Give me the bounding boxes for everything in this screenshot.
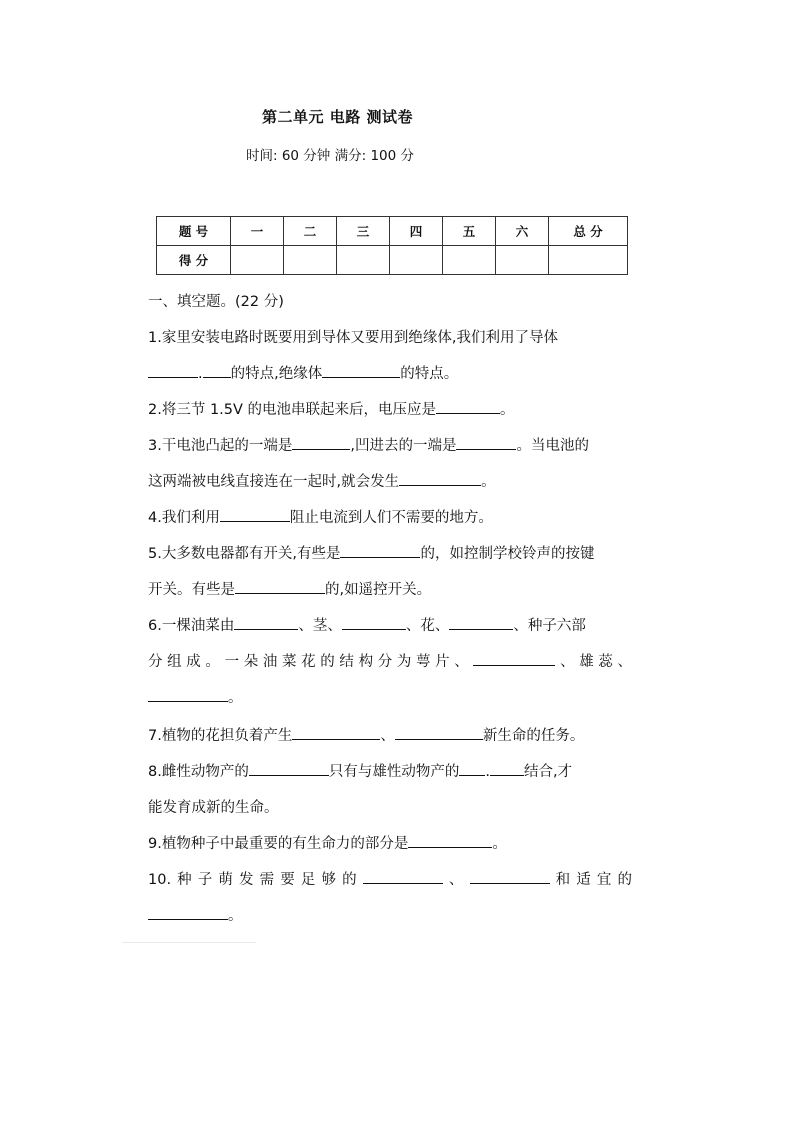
- question-text: 7.植物的花担负着产生: [148, 728, 293, 744]
- answer-blank[interactable]: [340, 541, 420, 558]
- section-heading: 一、填空题。(22 分): [148, 294, 284, 310]
- table-cell: 三: [337, 217, 390, 246]
- answer-blank[interactable]: [235, 577, 325, 594]
- answer-blank[interactable]: [490, 759, 524, 776]
- table-score-row: [157, 246, 628, 275]
- question-4: [148, 500, 632, 536]
- question-3: [148, 428, 632, 500]
- question-text: 阻止电流到人们不需要的地方。: [289, 510, 493, 526]
- answer-blank[interactable]: [148, 685, 228, 702]
- table-header-row: [157, 217, 628, 246]
- answer-blank[interactable]: [436, 397, 500, 414]
- answer-blank[interactable]: [249, 759, 329, 776]
- question-text: 4.我们利用: [148, 510, 220, 526]
- score-cell: [337, 246, 390, 275]
- question-text: 能发育成新的生命。: [148, 800, 279, 816]
- answer-blank[interactable]: [408, 831, 492, 848]
- question-10: [148, 862, 632, 934]
- question-line: [148, 680, 632, 716]
- question-text: 结合,才: [523, 764, 573, 780]
- question-text: 9.植物种子中最重要的有生命力的部分是: [148, 836, 409, 852]
- question-8: [148, 754, 632, 826]
- question-text: 分组成。一朵油菜花的结构分为萼片、: [148, 654, 474, 670]
- question-text: 。: [228, 908, 243, 924]
- question-text: 5.大多数电器都有开关,有些是: [148, 546, 341, 562]
- answer-blank[interactable]: [292, 723, 380, 740]
- table-cell: 五: [443, 217, 496, 246]
- table-cell: 得 分: [157, 246, 231, 275]
- question-text: 、种子六部: [513, 618, 586, 634]
- question-text: 。当电池的: [516, 438, 589, 454]
- answer-blank[interactable]: [395, 723, 483, 740]
- answer-blank[interactable]: [220, 505, 290, 522]
- question-text: 、: [380, 728, 395, 744]
- question-text: 的，如控制学校铃声的按键: [420, 546, 595, 562]
- question-text: 新生命的任务。: [482, 728, 585, 744]
- score-cell: [284, 246, 337, 275]
- question-text: 6.一棵油菜由: [148, 618, 235, 634]
- question-text: 、: [442, 872, 470, 888]
- question-text: 、茎、: [298, 618, 342, 634]
- question-text: 10.种子萌发需要足够的: [148, 872, 363, 888]
- question-text: 只有与雄性动物产的: [328, 764, 460, 780]
- question-text: 的特点。: [400, 366, 459, 382]
- question-text: .: [198, 366, 203, 382]
- question-5: [148, 536, 632, 608]
- question-line: [148, 898, 632, 934]
- footer-divider: [122, 942, 256, 943]
- answer-blank[interactable]: [456, 433, 516, 450]
- question-text: 。: [481, 474, 496, 490]
- question-text: 3.干电池凸起的一端是: [148, 438, 293, 454]
- answer-blank[interactable]: [203, 361, 231, 378]
- question-text: 这两端被电线直接连在一起时,就会发生: [148, 474, 400, 490]
- answer-blank[interactable]: [292, 433, 350, 450]
- table-cell: 总 分: [549, 217, 628, 246]
- question-text: ,凹进去的一端是: [350, 438, 457, 454]
- table-cell: 六: [496, 217, 549, 246]
- score-table: [156, 216, 628, 275]
- answer-blank[interactable]: [470, 867, 550, 884]
- answer-blank[interactable]: [234, 613, 298, 630]
- question-text: 、花、: [405, 618, 450, 634]
- table-cell: 一: [231, 217, 284, 246]
- question-text: 。: [228, 690, 243, 706]
- question-6: [148, 608, 632, 716]
- exam-time-score: 时间: 60 分钟 满分: 100 分: [246, 148, 414, 164]
- question-text: 8.雌性动物产的: [148, 764, 249, 780]
- question-text: .: [485, 764, 490, 780]
- page-title: 第二单元 电路 测试卷: [262, 108, 413, 126]
- question-line: [148, 608, 632, 644]
- question-text: 和适宜的: [549, 872, 633, 888]
- question-1: [148, 320, 632, 392]
- answer-blank[interactable]: [322, 361, 400, 378]
- score-cell: [549, 246, 628, 275]
- answer-blank[interactable]: [342, 613, 406, 630]
- question-9: [148, 826, 632, 862]
- question-line: [148, 644, 632, 680]
- score-cell: [496, 246, 549, 275]
- table-cell: 二: [284, 217, 337, 246]
- question-text: 2.将三节 1.5V 的电池串联起来后，电压应是: [148, 402, 437, 418]
- question-text: 的,如遥控开关。: [325, 582, 432, 598]
- question-text: 的特点,绝缘体: [230, 366, 323, 382]
- score-cell: [443, 246, 496, 275]
- question-2: [148, 392, 632, 428]
- score-cell: [390, 246, 443, 275]
- answer-blank[interactable]: [399, 469, 481, 486]
- question-text: 开关。有些是: [148, 582, 235, 598]
- table-cell: 题 号: [157, 217, 231, 246]
- question-line: [148, 862, 632, 898]
- answer-blank[interactable]: [449, 613, 513, 630]
- answer-blank[interactable]: [363, 867, 443, 884]
- question-text: 。: [500, 402, 515, 418]
- question-7: [148, 718, 632, 754]
- table-cell: 四: [390, 217, 443, 246]
- answer-blank[interactable]: [473, 649, 555, 666]
- answer-blank[interactable]: [148, 361, 198, 378]
- answer-blank[interactable]: [148, 903, 228, 920]
- score-cell: [231, 246, 284, 275]
- question-text: 、雄蕊、: [555, 654, 633, 670]
- answer-blank[interactable]: [459, 759, 485, 776]
- question-text: 1.家里安装电路时既要用到导体又要用到绝缘体,我们利用了导体: [148, 330, 558, 346]
- question-text: 。: [492, 836, 507, 852]
